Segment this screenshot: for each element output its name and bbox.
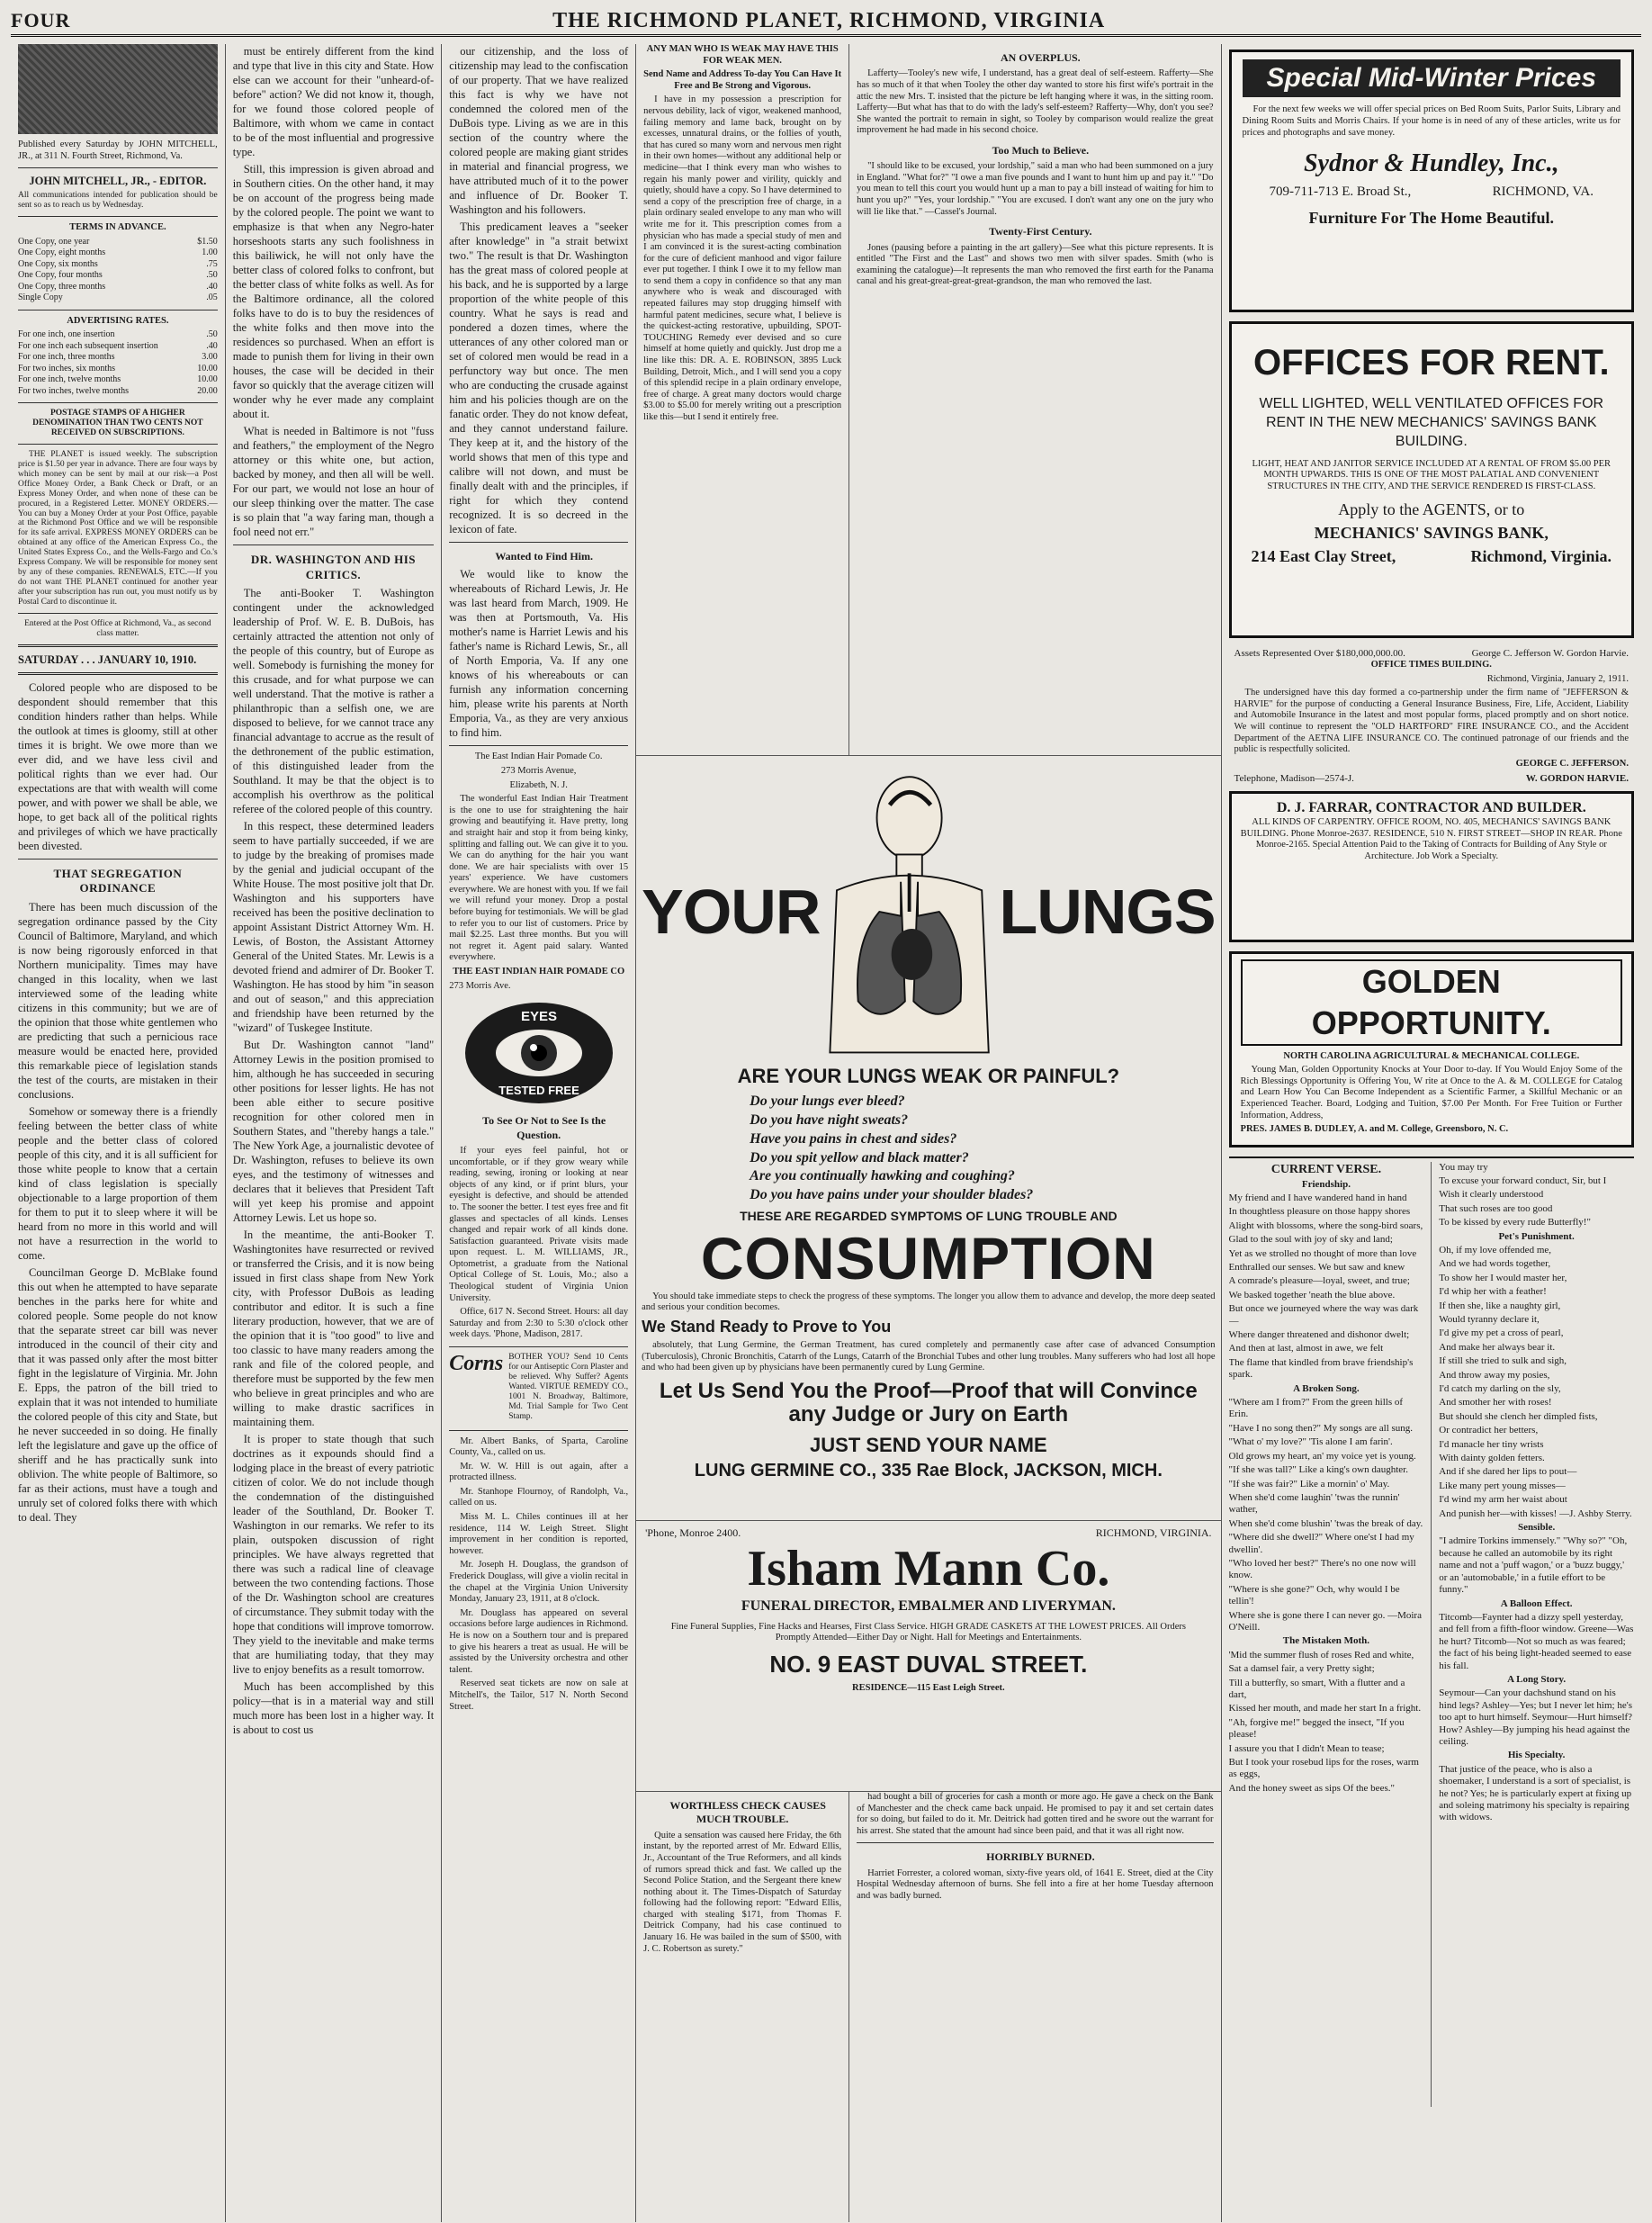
terms-table — [18, 237, 218, 304]
lungs-question: ARE YOUR LUNGS WEAK OR PAINFUL? — [737, 1065, 1120, 1087]
verse-line: The flame that kindled from brave friendship's spark. — [1228, 1356, 1414, 1381]
verse-line: To be kissed by every rude Butterfly!" — [1439, 1217, 1591, 1228]
consumption-body: You should take immediate steps to check the progress of these symptoms. The longer you allow them to advance and develop, the more deep seated and serious your condition becomes. — [642, 1291, 1216, 1313]
masthead — [11, 7, 1641, 37]
golden-president: PRES. JAMES B. DUDLEY, A. and M. College, Greensboro, N. C. — [1240, 1124, 1509, 1135]
verse-line: To show her I would master her, — [1439, 1272, 1567, 1283]
verse-line: "Where am I from?" From the green hills of Erin. — [1228, 1397, 1404, 1420]
verse-line: Sensible. — [1517, 1522, 1556, 1534]
isham-subtitle: FUNERAL DIRECTOR, EMBALMER AND LIVERYMAN. — [741, 1598, 1116, 1615]
washington-paragraph: In this respect, these determined leaders seem to have partially succeeded, if we are to judge by the breaking of promises made by the genial and judicial occupant of the White House. The most positive jolt that Dr. Washington and his supporters have received has been the positive declination to appoint Assistant District Attorney Wm. H. Lewis, of Boston, the Assistant Attorney General of the United States. Mr. Lewis is a devoted friend and admirer of Dr. Booker T. Washington. He has stood by him "in season and out of season," and this appreciation and friendship have been returned by the "wizard" of Tuskegee Institute. — [232, 820, 435, 1035]
isham-city: RICHMOND, VIRGINIA. — [1095, 1526, 1212, 1539]
eye-bottom-label: TESTED FREE — [498, 1084, 579, 1098]
personal-item: Mr. Albert Banks, of Sparta, Caroline County, Va., called on us. — [449, 1436, 629, 1458]
verse-line: To excuse your forward conduct, Sir, but I — [1439, 1174, 1607, 1186]
terms-row: Single Copy .05 — [18, 292, 218, 303]
column-4 — [636, 44, 849, 755]
verse-line: Till a butterfly, so smart, With a flutter and a dart, — [1228, 1677, 1405, 1701]
insurance-header — [1235, 647, 1629, 660]
column-1 — [11, 44, 226, 2222]
offices-subtitle: WELL LIGHTED, WELL VENTILATED OFFICES FOR RENT IN THE NEW MECHANICS' SAVINGS BANK BUILDING. — [1259, 396, 1604, 449]
isham-residence: RESIDENCE—115 East Leigh Street. — [852, 1683, 1005, 1694]
verse-line: With dainty golden fetters. — [1439, 1453, 1545, 1464]
century-heading: Twenty-First Century. — [989, 225, 1092, 238]
believe-body: "I should like to be excused, your lordship," said a man who had been summoned on a jury in England. "What for?" "I owe a man five pounds and I want to hunt him up and pay it." "Do you mean to tell this court you would hunt up a man to pay a bill instead of waiting for him to hunt you up?" "Yes, your lordship." "You are excused. I don't want any one on the jury who will lie like that." —Cassel's Journal. — [857, 161, 1214, 217]
newspaper-name: THE RICHMOND PLANET, RICHMOND, VIRGINIA — [552, 8, 1106, 32]
lungs-question-item: Do you have night sweats? — [750, 1112, 909, 1128]
insurance-body: The undersigned have this day formed a co-partnership under the firm name of "JEFFERSON & HARVIE" for the purpose of conducting a General Insurance Business, Fire, Life, Accident, Liability and Automobile Insurance in the latest and most popular forms, placed promptly and on short notice. We will continue to represent the "OLD HARTFORD" FIRE INSURANCE CO., and the Accident Department of the AETNA LIFE INSURANCE CO. The continued patronage of our friends and the public is respectfully solicited. — [1234, 688, 1629, 755]
verse-line: Would tyranny declare it, — [1439, 1313, 1540, 1325]
hair-body: The wonderful East Indian Hair Treatment is the one to use for straightening the hair growing and beautifying it. Have pretty, long and straight hair and stop it from being kinky, splitting and falling out. We can give it to you. We can do anything for the hair you want done. We are hair specialists with over 15 years' experience. We have customers everywhere. We are honest with you. If we fail we will refund your money. Drop a postal before buying for testimonials. We will be glad to refer you to our list of customers. Price by mail $2.25. Last three months. But you will not regret it. Agent paid salary. Wanted everywhere. — [449, 794, 629, 963]
lung-germine-address: LUNG GERMINE CO., 335 Rae Block, JACKSON, MICH. — [694, 1460, 1163, 1480]
verse-line: When she'd come laughin' 'twas the runnin' wather, — [1228, 1491, 1400, 1516]
verse-line: A Long Story. — [1507, 1673, 1567, 1685]
terms-row: One Copy, six months .75 — [18, 258, 218, 269]
terms-row: One Copy, three months .40 — [18, 281, 218, 292]
wanted-heading: Wanted to Find Him. — [495, 550, 594, 562]
overplus-body: Lafferty—Tooley's new wife, I understand, has a great deal of self-esteem. Rafferty—She has so much of it that when Tooley the other day wanted to store his first wife's portrait in the attic the new Mrs. T. insisted that the picture be left hanging where it was, in the sitting room. Lafferty—But what has that to do with the lady's self-esteem? Rafferty—Why, don't you see? She wanted the portrait to remain in sight, so Tooley by comparison would realize the great improvement he had made in his second choice. — [857, 68, 1214, 136]
verse-line: I'd give my pet a cross of pearl, — [1439, 1328, 1564, 1339]
stand-body: absolutely, that Lung Germine, the German Treatment, has cured completely and permanently case after case of advanced Consumption (Tuberculosis), Chronic Bronchitis, Catarrh of the Lungs, Catarrh of the Bronchial Tubes and other lung troubles. Many sufferers who had lost all hope and who had been given up by physicians have been permanently cured by Lung Germine. — [642, 1340, 1216, 1373]
insurance-assets: Assets Represented Over $180,000,000.00. — [1234, 648, 1405, 659]
verse-column-b — [1431, 1162, 1634, 2107]
verse-line: But I took your rosebud lips for the roses, warm as eggs, — [1228, 1757, 1419, 1780]
editorial-paragraph: Colored people who are disposed to be despondent should remember that this condition hinders rather than helps. While the outlook at times is gloomy, still at other times it is bright. We owe more than we ever did, and we have less civil and political rights than we ever had. Our expectations are that with wealth will come power, and with power we shall be able, we hope, to get back all of the political rights and privileges of which we have practically been divested. — [18, 680, 218, 852]
offices-apply: Apply to the AGENTS, or to — [1338, 500, 1525, 519]
center-bottom — [636, 1792, 1220, 2222]
proof-heading: Let Us Send You the Proof—Proof that will Convince any Judge or Jury on Earth — [659, 1378, 1198, 1427]
washington-heading: DR. WASHINGTON AND HIS CRITICS. — [250, 553, 417, 581]
entered-note: Entered at the Post Office at Richmond, Va., as second class matter. — [24, 618, 211, 638]
column-5-top — [849, 44, 1220, 755]
page-number: FOUR — [11, 9, 71, 32]
sydnor-body: For the next few weeks we will offer special prices on Bed Room Suits, Parlor Suits, Library and Dining Room Suits and Morris Chairs. If your home is in need of any of these articles, write us for prices and photographs and save money. — [1242, 104, 1621, 138]
column-6 — [1222, 44, 1641, 2222]
verse-line: Titcomb—Faynter had a dizzy spell yesterday, and fell from a fifth-floor window. Greene—Was he hurt? Titcomb—Not so much as was feared; the fact of his being light-headed seemed to ease his fall. — [1439, 1611, 1634, 1671]
adv-row: For one inch, one insertion .50 — [18, 329, 218, 340]
sydnor-address-line — [1243, 184, 1621, 201]
overplus-heading: AN OVERPLUS. — [1001, 51, 1081, 64]
verse-line: Where she is gone there I can never go. —Moira O'Neill. — [1228, 1609, 1422, 1633]
see-body: If your eyes feel painful, hot or uncomfortable, or if they grow weary while reading, sewing, ironing or looking at near objects of any kind, or if print blurs, your eyesight is defective, and should be attended to. The sooner the better. I test eyes free and fit glasses and spectacles of all kinds. Lenses changed and repair work of all kinds done. Satisfaction guaranteed. Private visits made upon request. L. M. WILLIAMS, JR., Optometrist, a graduate from the National Optical College of St. Louis, Mo.; also a Theological student of Virginia Union University. — [449, 1145, 629, 1303]
verse-line: "If she was tall?" Like a king's own daughter. — [1228, 1464, 1408, 1476]
lungs-question-item: Have you pains in chest and sides? — [750, 1130, 957, 1147]
check-story — [636, 1792, 849, 2222]
send-name: JUST SEND YOUR NAME — [810, 1433, 1047, 1456]
verse-line: Glad to the soul with joy of sky and land; — [1228, 1234, 1393, 1246]
adv-row: For one inch each subsequent insertion .40 — [18, 340, 218, 351]
verse-line: Alight with blossoms, where the song-bird soars, — [1228, 1220, 1423, 1231]
symptoms-line: THESE ARE REGARDED SYMPTOMS OF LUNG TROUBLE AND — [740, 1208, 1118, 1223]
verse-line: Kissed her mouth, and made her start In a fright. — [1228, 1703, 1422, 1714]
century-body: Jones (pausing before a painting in the art gallery)—See what this picture represents. It is entitled "The First and the Last" and shows two men with silver spades. Smith (who is examining the catalogue)—It represents the man who removed the first earth for the Panama canal and his great-great-great-great-grandson, the man who removed the last. — [857, 242, 1214, 287]
lungs-question-item: Are you continually hawking and coughing? — [750, 1168, 1015, 1184]
offices-title: OFFICES FOR RENT. — [1252, 343, 1610, 382]
verse-line: But should she clench her dimpled fists, — [1439, 1410, 1598, 1422]
insurance-footer — [1235, 772, 1629, 785]
verse-line: "What o' my love?" 'Tis alone I am farin'. — [1228, 1436, 1393, 1448]
verse-line: "Have I no song then?" My songs are all sung. — [1228, 1422, 1414, 1434]
washington-paragraph: In the meantime, the anti-Booker T. Washingtonites have resurrected or revived or transferred the Crisis, and it is now being issued in first class shape from New York city, with Professor DuBois as leading contributor and editor. It is such a fine literary production, however, that we are of the opinion that it is "too good" to live and too classic to have many readers among the rank and file of the colored people, and therefore must be supported by the few men who believe in great principles and who are willing to make drastic sacrifices in maintaining them. — [232, 1228, 435, 1429]
verse-line: I'd wind my arm her waist about — [1439, 1494, 1567, 1506]
eye-top-label: EYES — [520, 1009, 557, 1025]
verse-line: "If she was fair?" Like a mornin' o' May. — [1228, 1478, 1390, 1490]
see-office: Office, 617 N. Second Street. Hours: all day Saturday and from 2:30 to 5:30 o'clock other week days. 'Phone, Madison, 2817. — [449, 1307, 629, 1340]
segregation-paragraph: Somehow or someway there is a friendly feeling between the better class of white people and the better class of colored people of this city, and it is all sufficient for those white people to know that a certain kind of class legislation is specially objectionable to a large proportion of them for them to put it to sleep where it will be heard from no more in this world and will not have a resurrection in the world to come. — [18, 1104, 218, 1262]
see-heading: To See Or Not to See Is the Question. — [482, 1114, 606, 1141]
adv-row: For one inch, three months 3.00 — [18, 352, 218, 363]
masthead-emblem — [18, 44, 218, 134]
column-3 — [442, 44, 636, 2222]
lungs-question-item: Do your lungs ever bleed? — [750, 1094, 905, 1110]
hair-signature-address: 273 Morris Ave. — [449, 980, 511, 991]
offices-ad — [1229, 321, 1634, 638]
check-heading: WORTHLESS CHECK CAUSES MUCH TROUBLE. — [669, 1799, 826, 1826]
personal-item: Miss M. L. Chiles continues ill at her residence, 114 W. Leigh Street. Slight improvement in her condition is reported, however. — [449, 1512, 629, 1556]
farrar-body: ALL KINDS OF CARPENTRY. OFFICE ROOM, NO. 405, MECHANICS' SAVINGS BANK BUILDING. Phone Monroe-2637. RESIDENCE, 510 N. FIRST STREET—SHOP IN REAR. Phone Monroe-2165. Special Attention Paid to the Taking of Contracts for Building of Any Style or Architecture. Job Work a Specialty. — [1240, 816, 1622, 861]
current-verse — [1229, 1156, 1634, 2107]
verse-line: A Balloon Effect. — [1500, 1598, 1573, 1609]
personal-item: Mr. Stanhope Flournoy, of Randolph, Va., called on us. — [449, 1486, 629, 1508]
personal-item: Reserved seat tickets are now on sale at Mitchell's, the Tailor, 517 N. North Second Street. — [449, 1678, 629, 1712]
isham-body: Fine Funeral Supplies, Fine Hacks and Hearses, First Class Service. HIGH GRADE CASKETS AT THE LOWEST PRICES. All Orders Promptly Attended—Either Day or Night. Hall for Meetings and Entertainments. — [670, 1621, 1186, 1643]
communications-note: All communications intended for publication should be sent so as to reach us by Wednesday. — [18, 191, 218, 211]
golden-title: GOLDEN OPPORTUNITY. — [1241, 959, 1622, 1046]
adv-row: For two inches, twelve months 20.00 — [18, 385, 218, 396]
washington-paragraph: It is proper to state though that such doctrines as it expounds should find a lodging place in the breast of every patriotic citizen of color. We do not include though the condemnation of the distinguished leader of the Southland, Dr. Booker T. Washington in our remarks. We refer to its plain, outspoken discussion of right principles. We have always regretted that there was such a radical line of cleavage between the two contending factions. Those of the Dr. Washington school are creatures of circumstance. They submit today with the hope that conditions will improve tomorrow. They yield to the inevitable and make terms that are humiliating today, that they may live to enjoy benefits as a result tomorrow. — [232, 1433, 435, 1677]
sydnor-title: Special Mid-Winter Prices — [1243, 59, 1621, 97]
lungs-questions — [642, 1093, 1215, 1205]
sydnor-address: 709-711-713 E. Broad St., — [1269, 184, 1412, 199]
terms-row: One Copy, four months .50 — [18, 270, 218, 281]
verse-line: And punish her—with kisses! —J. Ashby Sterry. — [1439, 1508, 1632, 1519]
consumption-heading: CONSUMPTION — [700, 1224, 1156, 1292]
verse-line: My friend and I have wandered hand in hand — [1228, 1192, 1407, 1203]
wanted-body: We would like to know the whereabouts of Richard Lewis, Jr. He was last heard from March, 1909. He was then at Portsmouth, Va. His mother's name is Harriet Lewis and his father's name is Richard Lewis, Sr., all of North Emporia, Va. If any one knows of his whereabouts or can furnish any information concerning him, please write his parents at North Emporia, Va., as they are very anxious to find him. — [449, 568, 629, 740]
offices-body: LIGHT, HEAT AND JANITOR SERVICE INCLUDED AT A RENTAL OF FROM $5.00 PER MONTH UPWARDS. THIS IS ONE OF THE MOST PALATIAL AND CONVENIENT STRUCTURES IN THE CITY, AND THE SERVICE RENDERED IS FIRST-CLASS. — [1252, 458, 1612, 491]
dateline: SATURDAY . . . JANUARY 10, 1910. — [18, 652, 197, 666]
offices-bank: MECHANICS' SAVINGS BANK, — [1314, 524, 1549, 543]
verse-line: His Specialty. — [1507, 1750, 1566, 1761]
subscription-notice: THE PLANET is issued weekly. The subscription price is $1.50 per year in advance. There are four ways by which money can be sent by mail at our risk—a Post Office Money Order, a Bank Check or Draft, or an Express Money Order, and when none of these can be procured, in a Registered Letter. MONEY ORDERS.—You can buy a Money Order at your Post Office, payable at the Richmond Post Office and we will be responsible for its safe arrival. EXPRESS MONEY ORDERS can be obtained at any office of the American Express Co., the United States Express Co., and the Wells-Fargo and Co.'s Express Company. We will be responsible for money sent by any of these companies. RENEWALS, ETC.—If you do not want THE PLANET continued for another year after your subscription has run out, you must notify us by Postal Card to discontinue it. — [18, 449, 218, 607]
lungs-header — [642, 763, 1215, 1060]
verse-line: I'd whip her with a feather! — [1439, 1286, 1547, 1298]
believe-heading: Too Much to Believe. — [992, 143, 1090, 157]
verse-line: And then at last, almost in awe, we felt — [1228, 1343, 1384, 1354]
verse-line: Enthralled our senses. We but saw and knew — [1228, 1262, 1405, 1274]
verse-line: Wish it clearly understood — [1439, 1189, 1544, 1201]
offices-address: 214 East Clay Street, — [1251, 547, 1396, 566]
terms-row: One Copy, eight months 1.00 — [18, 248, 218, 258]
farrar-ad — [1229, 791, 1634, 942]
washington-paragraph: The anti-Booker T. Washington contingent under the acknowledged leadership of Prof. W. E. B. DuBois, has certainly attracted the attention not only of the people of this country, but of Europe as well. Somebody is furnishing the money for this crusade, and for what purpose we can well understand. That the motive is rather a philanthropic than a selfish one, we are disposed to believe, for we cannot trace any financial advantage to accrue as the result of the dethronement of the public estimation, of this distinguished leader from the Southland. It may be that the object is to accomplish his overthrow as the political referee of the colored people of this country. — [232, 587, 435, 816]
verse-line: The Mistaken Moth. — [1282, 1635, 1370, 1647]
center-spread — [636, 44, 1221, 2222]
check-body-continued: had bought a bill of groceries for cash a month or more ago. He gave a check on the Bank of Manchester and the check came back unpaid. He promised to pay it and set certain dates for so doing, but failed to do it. Mr. Deitrick had gotten tired and he swore out the warrant for his arrest. She stated that the amount had since been paid, and that it was all right now. — [857, 1792, 1214, 1836]
insurance-date: Richmond, Virginia, January 2, 1911. — [1486, 673, 1629, 684]
center-top — [636, 44, 1220, 756]
stand-ready: We Stand Ready to Prove to You — [642, 1318, 892, 1336]
eyes-tested-badge — [449, 999, 628, 1107]
washington-paragraph: Much has been accomplished by this policy—that is in a material way and still much more has been lost in a higher way. It is about to cost us — [232, 1680, 435, 1737]
isham-address: NO. 9 EAST DUVAL STREET. — [769, 1651, 1088, 1678]
insurance-notice — [1229, 647, 1634, 786]
terms-row: One Copy, one year $1.50 — [18, 236, 218, 247]
verse-line: If then she, like a naughty girl, — [1439, 1300, 1561, 1311]
hair-address: 273 Morris Avenue, — [500, 765, 577, 776]
advertising-table — [18, 329, 218, 397]
segregation-paragraph: Councilman George D. McBlake found this out when he attempted to have separate benches in the parks here for white and colored people. Some people do not know that the separate street car bill was never introduced in the council of their city and that it was passed only after the most bitter fight in the legislature of Virginia. Mr. John E. Epps, the patron of the bill tried to explain that it was not intended to humiliate the colored people of this city and State, but he never succeeded in so doing. He finally left the legislature and gave up the office of sheriff and he has practically sunk into oblivion. The white people of Baltimore, so far as their actions, must have a tough and unruly set of colored folks there with which to deal. They — [18, 1265, 218, 1524]
sydnor-city: RICHMOND, VA. — [1492, 184, 1594, 199]
insurance-sign-2: W. GORDON HARVIE. — [1525, 773, 1629, 785]
segregation-paragraph: There has been much discussion of the segregation ordinance passed by the City Council of Baltimore, Maryland, and which is now being rigorously enforced in that Northern municipality. Times may have changed in this locality, when we last interviewed some of the leading white citizens in this community; but we are of the opinion that those white gentlemen who are predicting that such a pernicious race measure would be enacted here, provided this remarkable piece of legislation stands the test of the courts, are mistaken in their conclusions. — [18, 900, 218, 1101]
torso-illustration — [820, 763, 999, 1060]
verse-line: And if she dared her lips to pout— — [1439, 1466, 1577, 1478]
eye-icon — [462, 999, 615, 1107]
hair-city: Elizabeth, N. J. — [509, 779, 568, 790]
washington-continued: This predicament leaves a "seeker after knowledge" in "a strait betwixt two." The result is that Dr. Washington has the great mass of colored people at his back, and he is supported by a large proportion of the white people of this country. What he says is read and pondered a dozen times, where the utterances of any other colored man or set of colored men would be read in a perfunctory way but once. The men who are conducting the crusade against him and his policies though are on the fanatic order. They do not know defeat, and they cannot understand failure. They keep at it, and the history of the world shows that men of this type and calibre will not down, and must be finally dealt with and the principles, if right for which they contend recognized. It is so decreed in the lexicon of fate. — [449, 220, 629, 536]
check-body: Quite a sensation was caused here Friday, the 6th instant, by the reported arrest of Mr. Edward Ellis, Jr., Accountant of the True Reformers, and all kinds of rumors spread thick and fast. We called up the Second Police Station, and the Sergeant there knew nothing about it. The Times-Dispatch of Saturday following had the following report: "Edward Ellis, charged with stealing $171, from Thomas F. Deitrick Company, had his case continued to January 16. He was bailed in the sum of $500, with J. C. Robertson as surety." — [643, 1830, 842, 1954]
verse-line: "I admire Torkins immensely." "Why so?" "Oh, because he called an automobile by its right name and not a 'puff wagon,' or a 'buzz buggy,' or an 'automobable,' in a futile effort to be funny." — [1439, 1535, 1628, 1596]
verse-line: I'd manacle her tiny wrists — [1439, 1438, 1544, 1450]
weak-men-subheading: Send Name and Address To-day You Can Have It Free and Be Strong and Vigorous. — [643, 69, 842, 91]
verse-line: A comrade's pleasure—loyal, sweet, and true; — [1228, 1275, 1410, 1287]
postage-notice: POSTAGE STAMPS OF A HIGHER DENOMINATION THAN TWO CENTS NOT RECEIVED ON SUBSCRIPTIONS. — [32, 409, 203, 438]
verse-line: I assure you that I didn't Mean to tease; — [1228, 1742, 1385, 1754]
verse-line: In thoughtless pleasure on those happy shores — [1228, 1206, 1411, 1218]
sydnor-ad — [1229, 50, 1634, 312]
corns-ad — [449, 1353, 628, 1424]
verse-line: Like many pert young misses— — [1439, 1480, 1566, 1491]
verse-line: A Broken Song. — [1293, 1382, 1360, 1394]
verse-line: And make her always bear it. — [1439, 1341, 1556, 1353]
column-2 — [226, 44, 442, 2222]
verse-line: Seymour—Can your dachshund stand on his hind legs? Ashley—Yes; but I never let him; he's too apt to hurt himself. Seymour—Hurt himself? How? Ashley—By jumping his head against the ceiling. — [1439, 1688, 1633, 1747]
corns-heading: Corns — [449, 1352, 504, 1376]
verse-line: I'd catch my darling on the sly, — [1439, 1383, 1561, 1394]
publisher-note: Published every Saturday by JOHN MITCHELL, JR., at 311 N. Fourth Street, Richmond, Va. — [18, 140, 218, 161]
segregation-heading: THAT SEGREGATION ORDINANCE — [53, 866, 183, 896]
verse-line: "Who loved her best?" There's no one now will know. — [1228, 1557, 1416, 1581]
verse-line: "Where did she dwell?" Where one'st I had my dwellin'. — [1228, 1532, 1414, 1555]
verse-line: Where danger threatened and dishonor dwelt; — [1228, 1329, 1410, 1341]
personal-item: Mr. Joseph H. Douglass, the grandson of Frederick Douglass, will give a violin recital in the chapel at the Virginia Union University Monday, January 23, 1911, at 8 o'clock. — [449, 1560, 629, 1605]
isham-name: Isham Mann Co. — [747, 1541, 1110, 1598]
verse-line: Yet as we strolled no thought of more than love — [1228, 1247, 1417, 1259]
insurance-names: George C. Jefferson W. Gordon Harvie. — [1471, 648, 1629, 659]
burned-heading: HORRIBLY BURNED. — [986, 1850, 1095, 1864]
verse-line: That justice of the peace, who is also a shoemaker, I understand is a sort of specialist, is he not? Yes; he is particularly expert at fixing up and soleing matrimony his specialty is repairing with widows. — [1439, 1763, 1632, 1823]
isham-top-line — [645, 1526, 1211, 1540]
hair-company: The East Indian Hair Pomade Co. — [474, 752, 603, 762]
golden-body: Young Man, Golden Opportunity Knocks at Your Door to-day. If You Would Enjoy Some of the Rich Blessings Opportunity is Offering You, W rite at Once to the A. & M. COLLEGE for Catalog and Learn How You Can Become Independent as a Scientific Farmer, a Skillful Mechanic or an Experienced Teacher. Board, Lodging and Tuition, $7.00 Per Month. For Free Tuition or Further Information, Address, — [1240, 1065, 1622, 1120]
burned-body: Harriet Forrester, a colored woman, sixty-five years old, of 1641 E. Street, died at the City Hospital Wednesday afternoon of burns. She fell into a fire at her home Tuesday afternoon and was badly burned. — [857, 1868, 1214, 1901]
verse-line: Oh, if my love offended me, — [1439, 1244, 1552, 1256]
verse-line: "Ah, forgive me!" begged the insect, "If you please! — [1228, 1716, 1405, 1741]
verse-line: If still she tried to sulk and sigh, — [1439, 1355, 1567, 1367]
isham-mann-ad — [636, 1521, 1220, 1792]
weak-men-body: I have in my possession a prescription for nervous debility, lack of vigor, weakened manhood, failing memory and lame back, brought on by excesses, unnatural drains, or the follies of youth, that has cured so many worn and nervous men right in their own homes—without any additional help or medicine—that I think every man who wishes to regain his manly power and virility, quickly and quietly, should have a copy. So I have determined to send a copy of the prescription free of charge, in a plain ordinary sealed envelope to any man who will write me for it. This prescription comes from a physician who has made a special study of men and I am convinced it is the surest-acting combination for the cure of deficient manhood and vigor failure ever put together. I think I owe it to my fellow man to send them a copy in confidence so that any man anywhere who is weak and discouraged with repeated failures may stop drugging himself with harmful patent medicines, secure what, I believe is the quickest-acting restorative, upbuilding, SPOT-TOUCHING Remedy ever devised and so cure himself at home quietly and quickly. Just drop me a line like this: DR. A. E. ROBINSON, 3895 Luck Building, Detroit, Mich., and I will send you a copy of this splendid recipe in a plain ordinary envelope, free of charge. A great many doctors would charge $3.00 to $5.00 for merely writing out a prescription like this—but I send it entirely free. — [643, 94, 842, 422]
check-story-continued — [849, 1792, 1220, 2222]
adv-row: For one inch, twelve months 10.00 — [18, 374, 218, 385]
insurance-phone: Telephone, Madison—2574-J. — [1234, 773, 1354, 785]
verse-line: 'Mid the summer flush of roses Red and white, — [1228, 1649, 1414, 1660]
verse-line: Pet's Punishment. — [1498, 1230, 1575, 1242]
segregation-continued: Still, this impression is given abroad and in Southern cities. On the other hand, it may be on account of the progress being made by the colored people. The point we want to emphasize is that when any Negro-hater horseshoots starts any such foolishness in this bailiwick, he will not only have the better class of colored folks to confront, but the better class of white folks as well. As for the Baltimore ordinance, all the colored folks have to do is to buy the residences of the white folks and then move into the residences so purchased. When an effort is made to punish them for living in their own houses, the case will be decided in their favor so quickly that the average citizen will wonder why he ever made any complaint about it. — [232, 163, 435, 420]
verse-line: You may try — [1439, 1161, 1488, 1173]
personal-item: Mr. W. W. Hill is out again, after a protracted illness. — [449, 1461, 629, 1483]
insurance-sign-1: GEORGE C. JEFFERSON. — [1515, 758, 1629, 769]
verse-line: But once we journeyed where the way was dark— — [1228, 1303, 1419, 1327]
verse-line: We basked together 'neath the blue above. — [1228, 1289, 1396, 1300]
columns — [11, 44, 1641, 2222]
personal-item: Mr. Douglass has appeared on several occasions before large audiences in Richmond. He is now on a Southern tour and is prepared to give his hearers a treat as usual. He will be assisted by the University orchestra and other talent. — [449, 1607, 629, 1675]
corns-body: BOTHER YOU? Send 10 Cents for our Antiseptic Corn Plaster and be relieved. Why Suffer? Agents Wanted. VIRTUE REMEDY CO., 1001 N. Broadway, Baltimore, Md. Trial Sample for Two Cent Stamp. — [508, 1353, 629, 1421]
farrar-title: D. J. FARRAR, CONTRACTOR AND BUILDER. — [1276, 799, 1586, 815]
verse-line: "Where is she gone?" Och, why would I be tellin'! — [1228, 1583, 1400, 1607]
verse-line: Friendship. — [1301, 1178, 1351, 1190]
segregation-continued: must be entirely different from the kind and type that live in this city and State. How else can we account for their "unheard-of-before" action? We did not know it, though, for we found those colored people of Baltimore, with whom we came in contact to be of the most influential and progressive type. — [232, 45, 435, 158]
segregation-continued: What is needed in Baltimore is not "fuss and feathers," the employment of the Negro attorney or this white one, but action, backed by money, and then all will be well. For our part, we would not lose an hour of our sleep thinking over the matter. The case is so plain that "a way faring man, though a fool need not err." — [232, 425, 435, 538]
verse-line: And the honey sweet as sips Of the bees." — [1228, 1782, 1395, 1794]
verse-line: When she'd come blushin' 'twas the break of day. — [1228, 1517, 1423, 1529]
verse-line: And throw away my posies, — [1439, 1369, 1550, 1381]
adv-row: For two inches, six months 10.00 — [18, 363, 218, 374]
lungs-question-item: Do you spit yellow and black matter? — [750, 1149, 969, 1166]
terms-heading: TERMS IN ADVANCE. — [69, 222, 166, 233]
verse-heading: CURRENT VERSE. — [1270, 1162, 1382, 1176]
weak-men-heading: ANY MAN WHO IS WEAK MAY HAVE THIS FOR WEAK MEN. — [646, 44, 839, 66]
insurance-office: OFFICE TIMES BUILDING. — [1370, 660, 1492, 670]
golden-opportunity-ad — [1229, 951, 1634, 1148]
advertising-heading: ADVERTISING RATES. — [67, 315, 169, 326]
verse-line: That such roses are too good — [1439, 1202, 1553, 1214]
verse-line: And we had words together, — [1439, 1258, 1551, 1270]
lungs-word-left: YOUR — [642, 877, 821, 947]
lungs-question-item: Do you have pains under your shoulder blades? — [750, 1187, 1034, 1203]
verse-line: Sat a damsel fair, a very Pretty sight; — [1228, 1663, 1375, 1675]
golden-subtitle: NORTH CAROLINA AGRICULTURAL & MECHANICAL COLLEGE. — [1283, 1050, 1580, 1061]
lungs-word-right: LUNGS — [999, 877, 1216, 947]
offices-city: Richmond, Virginia. — [1470, 547, 1612, 566]
verse-column-a — [1229, 1162, 1424, 2107]
washington-paragraph: But Dr. Washington cannot "land" Attorney Lewis in the position promised to him, although he has succeeded in securing other positions for lesser lights. He has not been able either to secure positive recognition for other colored men in Southern States, and "thereby hangs a tale." The New York Age, a journalistic devotee of Dr. Washington, refuses to believe its own eyes, and the testimony of witnesses and declares that it believes that President Taft will yet keep his promise and appoint Attorney Lewis. Let us hope so. — [232, 1039, 435, 1225]
editor-line: JOHN MITCHELL, JR., - EDITOR. — [29, 175, 207, 188]
sydnor-name: Sydnor & Hundley, Inc., — [1303, 149, 1559, 178]
washington-continued: our citizenship, and the loss of citizenship may lead to the confiscation of our property. That we have realized this fact is why we have not condemned the colored men of the DuBois type. Living as we are in this section of the country where the colored people are making giant strides in material and financial progress, we have attributed much of it to the power and influence of Dr. Booker T. Washington and his followers. — [449, 45, 629, 216]
offices-address-line — [1243, 546, 1621, 567]
sydnor-tagline: Furniture For The Home Beautiful. — [1308, 209, 1555, 228]
lungs-advertisement — [636, 756, 1220, 1521]
isham-phone: 'Phone, Monroe 2400. — [645, 1526, 741, 1539]
verse-line: And smother her with roses! — [1439, 1397, 1552, 1408]
verse-line: Old grows my heart, an' my voice yet is young. — [1228, 1450, 1416, 1462]
hair-signature: THE EAST INDIAN HAIR POMADE CO — [453, 967, 625, 977]
verse-line: Or contradict her betters, — [1439, 1425, 1539, 1436]
